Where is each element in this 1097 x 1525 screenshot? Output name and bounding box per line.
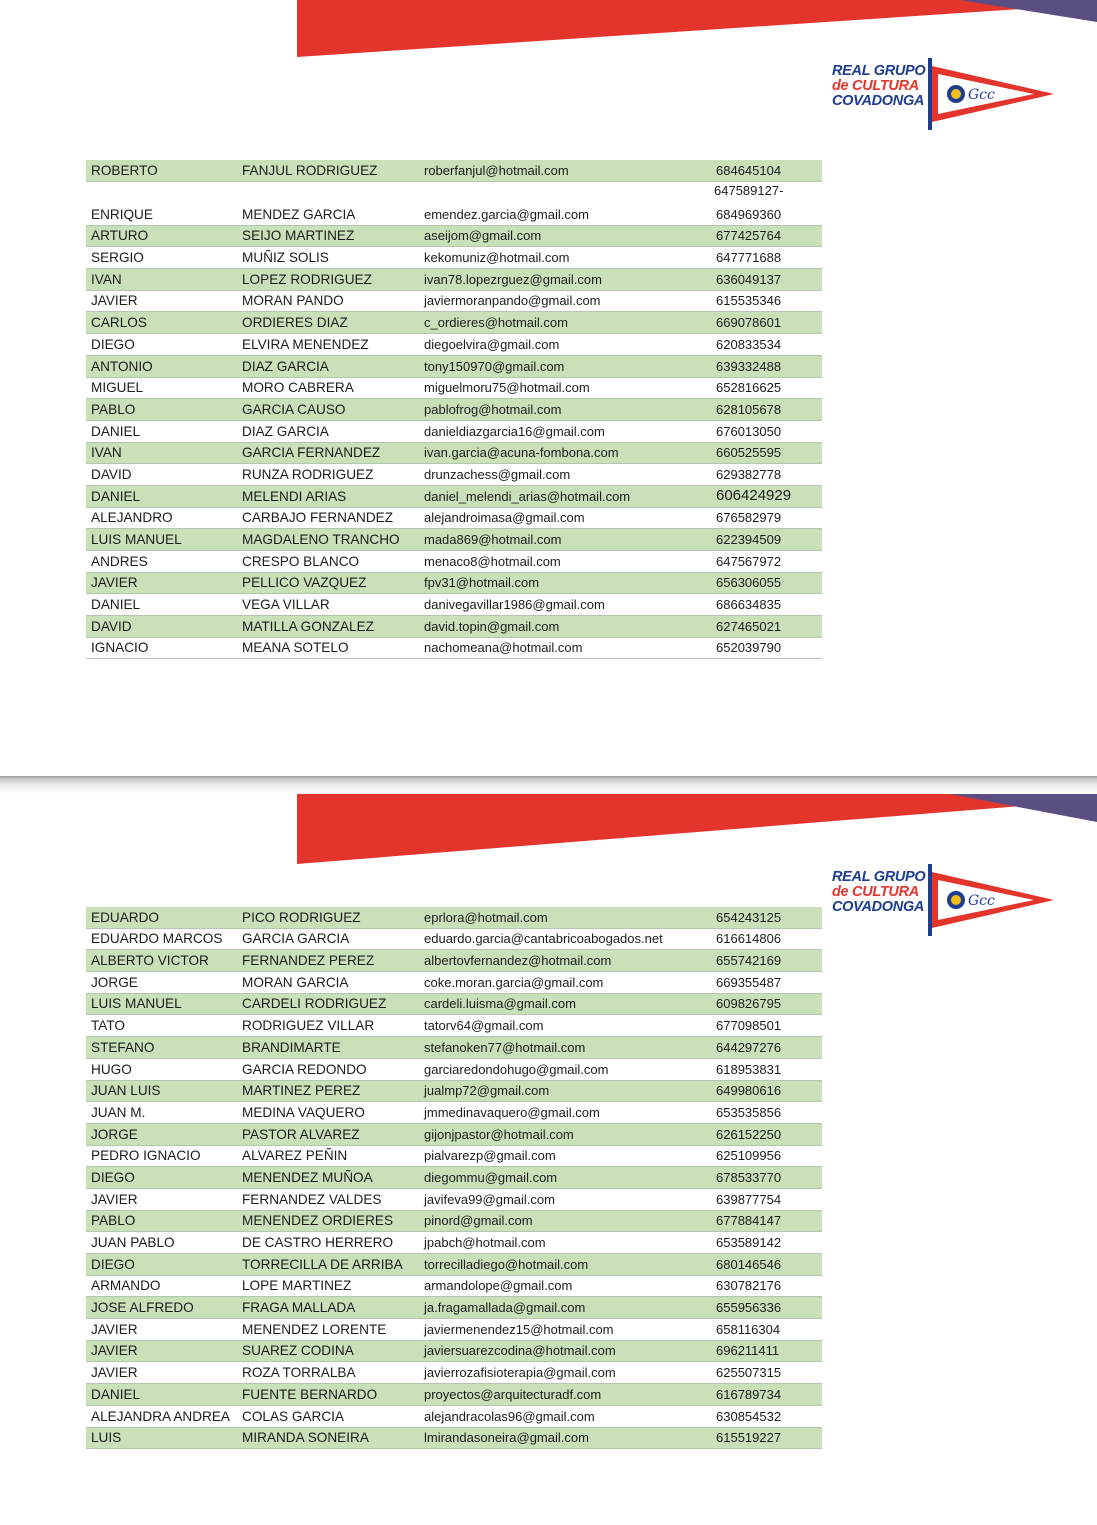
- first-name-cell: TATO: [91, 1018, 125, 1034]
- first-name-cell: JUAN PABLO: [91, 1235, 175, 1250]
- phone-cell: 618953831: [716, 1061, 782, 1077]
- phone-cell: 684645104: [716, 162, 782, 178]
- table-row: [86, 1189, 822, 1211]
- table-row: [86, 356, 822, 378]
- first-name-cell: DANIEL: [91, 597, 141, 613]
- first-name-cell: DIEGO: [91, 336, 135, 352]
- first-name-cell: CARLOS: [91, 315, 147, 331]
- last-name-cell: RODRIGUEZ VILLAR: [242, 1018, 375, 1034]
- last-name-cell: DIAZ GARCIA: [242, 423, 329, 439]
- first-name-cell: HUGO: [91, 1061, 132, 1077]
- phone-cell: 678533770: [716, 1169, 782, 1185]
- table-row: [86, 929, 822, 951]
- email-cell: cardeli.luisma@gmail.com: [424, 996, 576, 1012]
- last-name-cell: DIAZ GARCIA: [242, 358, 329, 374]
- first-name-cell: LUIS MANUEL: [91, 532, 182, 547]
- document-page-2: [0, 794, 1097, 1525]
- last-name-cell: MENDEZ GARCIA: [242, 206, 356, 222]
- last-name-cell: PELLICO VAZQUEZ: [242, 575, 367, 591]
- first-name-cell: JORGE: [91, 974, 138, 990]
- last-name-cell: MEANA SOTELO: [242, 640, 349, 656]
- first-name-cell: JAVIER: [91, 575, 138, 591]
- club-logo: [832, 864, 1062, 938]
- logo-line-1: REAL GRUPO: [832, 63, 926, 79]
- phone-cell: 647771688: [716, 250, 782, 266]
- first-name-cell: PEDRO IGNACIO: [91, 1148, 201, 1164]
- phone-cell: 696211411: [716, 1343, 780, 1359]
- first-name-cell: PABLO: [91, 401, 136, 417]
- header-banner: [0, 0, 1097, 60]
- first-name-cell: DAVID: [91, 618, 132, 634]
- email-cell: tony150970@gmail.com: [424, 358, 565, 374]
- phone-cell: 649980616: [716, 1083, 782, 1099]
- phone-cell: 676582979: [716, 510, 782, 526]
- table-row: [86, 1146, 822, 1168]
- last-name-cell: MARTINEZ PEREZ: [242, 1083, 361, 1099]
- phone-cell: 630782176: [716, 1278, 782, 1294]
- phone-cell: 686634835: [716, 597, 782, 613]
- phone-cell: 655742169: [716, 953, 782, 969]
- first-name-cell: DAVID: [91, 466, 132, 482]
- table-row: [86, 529, 822, 551]
- last-name-cell: LOPE MARTINEZ: [242, 1278, 352, 1294]
- last-name-cell: CARBAJO FERNANDEZ: [242, 510, 394, 526]
- first-name-cell: JAVIER: [91, 1321, 138, 1337]
- logo-line-3: COVADONGA: [832, 93, 925, 109]
- banner-red-shape: [297, 0, 1097, 57]
- first-name-cell: ANDRES: [91, 553, 148, 569]
- first-name-cell: DIEGO: [91, 1256, 135, 1272]
- first-name-cell: IVAN: [91, 271, 122, 287]
- last-name-cell: MIRANDA SONEIRA: [242, 1430, 369, 1446]
- first-name-cell: JOSE ALFREDO: [91, 1300, 194, 1316]
- phone-cell: 653535856: [716, 1104, 782, 1120]
- phone-cell: 669355487: [716, 974, 782, 990]
- table-row: [86, 464, 822, 486]
- logo-line-3: COVADONGA: [832, 899, 925, 915]
- first-name-cell: ALEJANDRA ANDREA: [91, 1408, 231, 1424]
- last-name-cell: MEDINA VAQUERO: [242, 1104, 365, 1120]
- first-name-cell: ARTURO: [91, 228, 149, 244]
- first-name-cell: DANIEL: [91, 1386, 141, 1402]
- email-cell: jmmedinavaquero@gmail.com: [424, 1104, 600, 1120]
- email-cell: aseijom@gmail.com: [424, 228, 542, 244]
- first-name-cell: PABLO: [91, 1213, 136, 1229]
- email-cell: pablofrog@hotmail.com: [424, 401, 562, 417]
- pennant-flag-icon: [926, 58, 1058, 130]
- logo-text: [832, 64, 932, 109]
- banner-red-shape: [297, 794, 1097, 864]
- phone-cell: 622394509: [716, 532, 782, 547]
- table-row: [86, 972, 822, 994]
- table-row: [86, 950, 822, 972]
- phone-cell: 626152250: [716, 1126, 782, 1142]
- table-row: [86, 443, 822, 465]
- email-cell: lmirandasoneira@gmail.com: [424, 1430, 589, 1446]
- table-row: [86, 994, 822, 1016]
- first-name-cell: LUIS: [91, 1430, 122, 1446]
- email-cell: armandolope@gmail.com: [424, 1278, 573, 1294]
- first-name-cell: EDUARDO MARCOS: [91, 931, 223, 947]
- email-cell: menaco8@hotmail.com: [424, 553, 561, 569]
- phone-cell: 677098501: [716, 1018, 782, 1034]
- phone-cell: 644297276: [716, 1039, 782, 1055]
- last-name-cell: MORAN GARCIA: [242, 974, 349, 990]
- email-cell: nachomeana@hotmail.com: [424, 640, 583, 656]
- phone-cell: 628105678: [716, 401, 782, 417]
- phone-cell: 629382778: [716, 466, 782, 482]
- phone-cell: 639877754: [716, 1191, 782, 1207]
- email-cell: jualmp72@gmail.com: [424, 1083, 550, 1099]
- table-row: [86, 269, 822, 291]
- email-cell: alejandroimasa@gmail.com: [424, 510, 585, 526]
- email-cell: proyectos@arquitecturadf.com: [424, 1386, 602, 1402]
- phone-cell-secondary: 647589127-: [714, 182, 784, 198]
- email-cell: alejandracolas96@gmail.com: [424, 1408, 595, 1424]
- first-name-cell: DANIEL: [91, 488, 141, 504]
- email-cell: diegoelvira@gmail.com: [424, 336, 560, 352]
- last-name-cell: DE CASTRO HERRERO: [242, 1235, 394, 1250]
- first-name-cell: DIEGO: [91, 1169, 135, 1185]
- email-cell: emendez.garcia@gmail.com: [424, 206, 589, 222]
- phone-cell: 616789734: [716, 1386, 782, 1402]
- last-name-cell: RUNZA RODRIGUEZ: [242, 466, 374, 482]
- table-row: [86, 1059, 822, 1081]
- phone-cell: 615519227: [716, 1430, 782, 1446]
- phone-cell: 627465021: [716, 618, 782, 634]
- first-name-cell: JUAN M.: [91, 1104, 146, 1120]
- phone-cell: 609826795: [716, 996, 782, 1012]
- first-name-cell: JORGE: [91, 1126, 138, 1142]
- page-separator: [0, 776, 1097, 794]
- last-name-cell: TORRECILLA DE ARRIBA: [242, 1256, 403, 1272]
- last-name-cell: BRANDIMARTE: [242, 1039, 341, 1055]
- phone-cell: 669078601: [716, 315, 782, 331]
- table-row: [86, 907, 822, 929]
- first-name-cell: SERGIO: [91, 250, 144, 266]
- phone-cell: 636049137: [716, 271, 782, 287]
- table-row: [86, 312, 822, 334]
- phone-cell: 615535346: [716, 293, 782, 309]
- last-name-cell: CARDELI RODRIGUEZ: [242, 996, 387, 1012]
- last-name-cell: FANJUL RODRIGUEZ: [242, 162, 378, 178]
- email-cell: danieldiazgarcia16@gmail.com: [424, 423, 605, 439]
- first-name-cell: ALBERTO VICTOR: [91, 953, 209, 969]
- last-name-cell: PASTOR ALVAREZ: [242, 1126, 360, 1142]
- email-cell: albertovfernandez@hotmail.com: [424, 953, 612, 969]
- email-cell: javiersuarezcodina@hotmail.com: [424, 1343, 616, 1359]
- table-row: [86, 421, 822, 443]
- first-name-cell: LUIS MANUEL: [91, 996, 182, 1012]
- phone-cell: 652039790: [716, 640, 782, 656]
- first-name-cell: JAVIER: [91, 293, 138, 309]
- email-cell: ivan78.lopezrguez@gmail.com: [424, 271, 602, 287]
- last-name-cell: ORDIERES DIAZ: [242, 315, 348, 331]
- contacts-table-page-2: [86, 907, 822, 1449]
- phone-cell: 677884147: [716, 1213, 782, 1229]
- phone-cell: 658116304: [716, 1321, 781, 1337]
- email-cell: daniel_melendi_arias@hotmail.com: [424, 488, 631, 504]
- table-row: [86, 1081, 822, 1103]
- pennant-flag-icon: [926, 864, 1058, 936]
- first-name-cell: IGNACIO: [91, 640, 149, 656]
- first-name-cell: MIGUEL: [91, 380, 144, 396]
- email-cell: stefanoken77@hotmail.com: [424, 1039, 586, 1055]
- table-row: [86, 616, 822, 638]
- table-row: [86, 226, 822, 248]
- last-name-cell: GARCIA GARCIA: [242, 931, 350, 947]
- table-row: [86, 378, 822, 400]
- last-name-cell: PICO RODRIGUEZ: [242, 909, 361, 925]
- last-name-cell: SEIJO MARTINEZ: [242, 228, 355, 244]
- first-name-cell: IVAN: [91, 445, 122, 461]
- phone-cell: 677425764: [716, 228, 782, 244]
- table-row: [86, 1297, 822, 1319]
- table-row: [86, 1406, 822, 1428]
- table-row: [86, 594, 822, 616]
- phone-cell: 654243125: [716, 909, 782, 925]
- last-name-cell: ELVIRA MENENDEZ: [242, 336, 369, 352]
- last-name-cell: MENENDEZ ORDIERES: [242, 1213, 394, 1229]
- phone-cell: 660525595: [716, 445, 782, 461]
- table-row: [86, 573, 822, 595]
- table-row: [86, 1232, 822, 1254]
- email-cell: pialvarezp@gmail.com: [424, 1148, 556, 1164]
- last-name-cell: GARCIA CAUSO: [242, 401, 346, 417]
- table-row: [86, 399, 822, 421]
- logo-line-2: de CULTURA: [832, 884, 919, 900]
- table-row: [86, 1341, 822, 1363]
- first-name-cell: JUAN LUIS: [91, 1083, 161, 1099]
- first-name-cell: ROBERTO: [91, 162, 158, 178]
- table-row: [86, 182, 822, 226]
- email-cell: david.topin@gmail.com: [424, 618, 560, 634]
- first-name-cell: ALEJANDRO: [91, 510, 173, 526]
- contacts-table-page-1: [86, 160, 822, 659]
- first-name-cell: JAVIER: [91, 1191, 138, 1207]
- email-cell: torrecilladiego@hotmail.com: [424, 1256, 589, 1272]
- email-cell: javiermenendez15@hotmail.com: [424, 1321, 614, 1337]
- email-cell: gijonjpastor@hotmail.com: [424, 1126, 574, 1142]
- first-name-cell: STEFANO: [91, 1039, 155, 1055]
- first-name-cell: JAVIER: [91, 1365, 138, 1381]
- logo-line-2: de CULTURA: [832, 78, 919, 94]
- last-name-cell: MATILLA GONZALEZ: [242, 618, 374, 634]
- phone-cell: 653589142: [716, 1235, 782, 1250]
- logo-emblem-text: Gcc: [968, 893, 995, 909]
- table-row: [86, 1102, 822, 1124]
- table-row: [86, 291, 822, 313]
- table-row: [86, 160, 822, 182]
- first-name-cell: ANTONIO: [91, 358, 153, 374]
- last-name-cell: MORAN PANDO: [242, 293, 344, 309]
- email-cell: miguelmoru75@hotmail.com: [424, 380, 590, 396]
- email-cell: ja.fragamallada@gmail.com: [424, 1300, 586, 1316]
- email-cell: javierrozafisioterapia@gmail.com: [424, 1365, 616, 1381]
- table-row: [86, 551, 822, 573]
- email-cell: danivegavillar1986@gmail.com: [424, 597, 605, 613]
- table-row: [86, 1276, 822, 1298]
- phone-cell: 616614806: [716, 931, 782, 947]
- email-cell: ivan.garcia@acuna-fombona.com: [424, 445, 619, 461]
- phone-cell: 606424929: [716, 486, 792, 504]
- email-cell: garciaredondohugo@gmail.com: [424, 1061, 609, 1077]
- table-row: [86, 508, 822, 530]
- first-name-cell: JAVIER: [91, 1343, 138, 1359]
- email-cell: c_ordieres@hotmail.com: [424, 315, 568, 331]
- header-banner: [0, 794, 1097, 866]
- phone-cell: 620833534: [716, 336, 782, 352]
- email-cell: pinord@gmail.com: [424, 1213, 533, 1229]
- table-row: [86, 1124, 822, 1146]
- email-cell: tatorv64@gmail.com: [424, 1018, 544, 1034]
- first-name-cell: DANIEL: [91, 423, 141, 439]
- last-name-cell: LOPEZ RODRIGUEZ: [242, 271, 372, 287]
- table-row: [86, 1428, 822, 1450]
- last-name-cell: MENENDEZ MUÑOA: [242, 1169, 373, 1185]
- logo-emblem-text: Gcc: [968, 87, 995, 103]
- last-name-cell: FERNANDEZ VALDES: [242, 1191, 382, 1207]
- table-row: [86, 1211, 822, 1233]
- phone-cell: 680146546: [716, 1256, 782, 1272]
- email-cell: jpabch@hotmail.com: [424, 1235, 546, 1250]
- email-cell: kekomuniz@hotmail.com: [424, 250, 570, 266]
- last-name-cell: CRESPO BLANCO: [242, 553, 360, 569]
- email-cell: fpv31@hotmail.com: [424, 575, 540, 591]
- email-cell: roberfanjul@hotmail.com: [424, 162, 569, 178]
- phone-cell: 625507315: [716, 1365, 782, 1381]
- email-cell: mada869@hotmail.com: [424, 532, 562, 547]
- first-name-cell: EDUARDO: [91, 909, 159, 925]
- last-name-cell: MENENDEZ LORENTE: [242, 1321, 387, 1337]
- phone-cell: 652816625: [716, 380, 782, 396]
- phone-cell: 639332488: [716, 358, 782, 374]
- logo-text: [832, 870, 932, 915]
- first-name-cell: ENRIQUE: [91, 206, 153, 222]
- last-name-cell: MORO CABRERA: [242, 380, 354, 396]
- last-name-cell: GARCIA FERNANDEZ: [242, 445, 381, 461]
- table-row: [86, 1015, 822, 1037]
- last-name-cell: VEGA VILLAR: [242, 597, 330, 613]
- last-name-cell: ALVAREZ PEÑIN: [242, 1148, 348, 1164]
- phone-cell: 630854532: [716, 1408, 782, 1424]
- last-name-cell: GARCIA REDONDO: [242, 1061, 367, 1077]
- phone-cell: 656306055: [716, 575, 782, 591]
- email-cell: eduardo.garcia@cantabricoabogados.net: [424, 931, 663, 947]
- email-cell: javifeva99@gmail.com: [424, 1191, 555, 1207]
- table-row: [86, 1037, 822, 1059]
- last-name-cell: FUENTE BERNARDO: [242, 1386, 378, 1402]
- club-logo: [832, 58, 1062, 132]
- phone-cell: 647567972: [716, 553, 782, 569]
- table-row: [86, 1319, 822, 1341]
- last-name-cell: ROZA TORRALBA: [242, 1365, 356, 1381]
- last-name-cell: FERNANDEZ PEREZ: [242, 953, 375, 969]
- last-name-cell: SUAREZ CODINA: [242, 1343, 354, 1359]
- email-cell: drunzachess@gmail.com: [424, 466, 571, 482]
- last-name-cell: FRAGA MALLADA: [242, 1300, 356, 1316]
- table-row: [86, 1254, 822, 1276]
- table-row: [86, 638, 822, 660]
- phone-cell: 684969360: [716, 206, 782, 222]
- table-row: [86, 1362, 822, 1384]
- table-row: [86, 334, 822, 356]
- email-cell: javiermoranpando@gmail.com: [424, 293, 601, 309]
- phone-cell: 676013050: [716, 423, 782, 439]
- first-name-cell: ARMANDO: [91, 1278, 161, 1294]
- table-row: [86, 1167, 822, 1189]
- last-name-cell: MUÑIZ SOLIS: [242, 250, 329, 266]
- email-cell: diegommu@gmail.com: [424, 1169, 558, 1185]
- email-cell: coke.moran.garcia@gmail.com: [424, 974, 604, 990]
- phone-cell: 655956336: [716, 1300, 782, 1316]
- phone-cell: 625109956: [716, 1148, 782, 1164]
- table-row: [86, 1384, 822, 1406]
- last-name-cell: MAGDALENO TRANCHO: [242, 532, 400, 547]
- logo-line-1: REAL GRUPO: [832, 869, 926, 885]
- email-cell: eprlora@hotmail.com: [424, 909, 548, 925]
- last-name-cell: MELENDI ARIAS: [242, 488, 347, 504]
- last-name-cell: COLAS GARCIA: [242, 1408, 344, 1424]
- table-row: [86, 486, 822, 508]
- table-row: [86, 247, 822, 269]
